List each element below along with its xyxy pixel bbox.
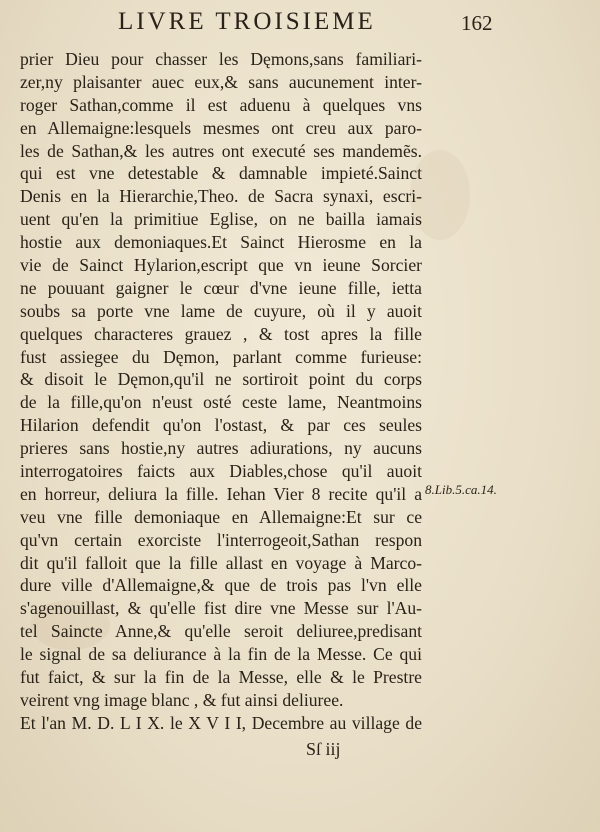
text-line: quelques characteres grauez , & tost apres la fille (20, 323, 422, 344)
body-text (20, 48, 422, 735)
text-line: tel Saincte Anne,& qu'elle seroit deliuree,predisant (20, 621, 422, 642)
page-header (0, 8, 600, 48)
text-line: uent qu'en la primitiue Eglise, on ne bailla iamais (20, 209, 422, 230)
text-line: qui est vne detestable & damnable impieté.Sainct (20, 163, 422, 184)
page-number: 162 (461, 11, 493, 35)
text-line: prier Dieu pour chasser les Dęmons,sans familiari- (20, 49, 422, 69)
text-line: le signal de sa deliurance à la fin de la Messe. Ce qui (20, 644, 422, 665)
text-line: veu vne fille demoniaque en Allemaigne:Et sur ce (20, 506, 422, 527)
text-line: dure ville d'Allemaigne,& que de trois pas l'vn elle (20, 575, 422, 596)
text-line: roger Sathan,comme il est aduenu à quelques vns (20, 94, 422, 115)
text-line: zer,ny plaisanter auec eux,& sans aucunement inter- (20, 71, 422, 92)
signature-mark: Sſ iij (306, 739, 341, 759)
text-line: en Allemaigne:lesquels mesmes ont creu aux paro- (20, 117, 422, 138)
text-line: hostie aux demoniaques.Et Sainct Hierosme en la (20, 232, 422, 253)
text-line: Denis en la Hierarchie,Theo. de Sacra synaxi, escri- (20, 186, 422, 207)
text-line: de la fille,qu'on n'eust osté ceste lame, Neantmoins (20, 392, 422, 413)
margin-note: 8.Lib.5.ca.14. (425, 482, 497, 497)
text-line: soubs sa porte vne lame de cuyure, où il y auoit (20, 300, 422, 321)
text-line: qu'vn certain exorciste l'interrogeoit,Sathan respon (20, 529, 422, 550)
text-line: fust assiegee du Dęmon, parlant comme furieuse: (20, 346, 422, 367)
text-line: Et l'an M. D. L I X. le X V I I, Decembre au village de (20, 712, 422, 733)
text-line: s'agenouillast, & qu'elle fist dire vne Messe sur l'Au- (20, 598, 422, 619)
text-line: fut faict, & sur la fin de la Messe, elle & le Prestre (20, 667, 422, 688)
text-line: prieres sans hostie,ny autres adiurations, ny aucuns (20, 438, 422, 459)
text-line: en horreur, deliura la fille. Iehan Vier 8 recite qu'il a (20, 483, 422, 504)
text-line: Hilarion defendit qu'on l'ostast, & par ces seules (20, 415, 422, 436)
text-line: interrogatoires faicts aux Diables,chose qu'il auoit (20, 461, 422, 482)
text-line: veirent vng image blanc , & fut ainsi deliuree. (20, 689, 344, 710)
text-line: ne pouuant gaigner le cœur d'vne ieune fille, ietta (20, 277, 422, 298)
text-line: les de Sathan,& les autres ont executé ses mandemẽs. (20, 140, 422, 161)
running-title: LIVRE TROISIEME (118, 8, 376, 35)
text-line: & disoit le Dęmon,qu'il ne sortiroit point du corps (20, 369, 422, 390)
text-line: vie de Sainct Hylarion,escript que vn ieune Sorcier (20, 255, 422, 276)
text-line: dit qu'il falloit que la fille allast en voyage à Marco- (20, 552, 422, 573)
